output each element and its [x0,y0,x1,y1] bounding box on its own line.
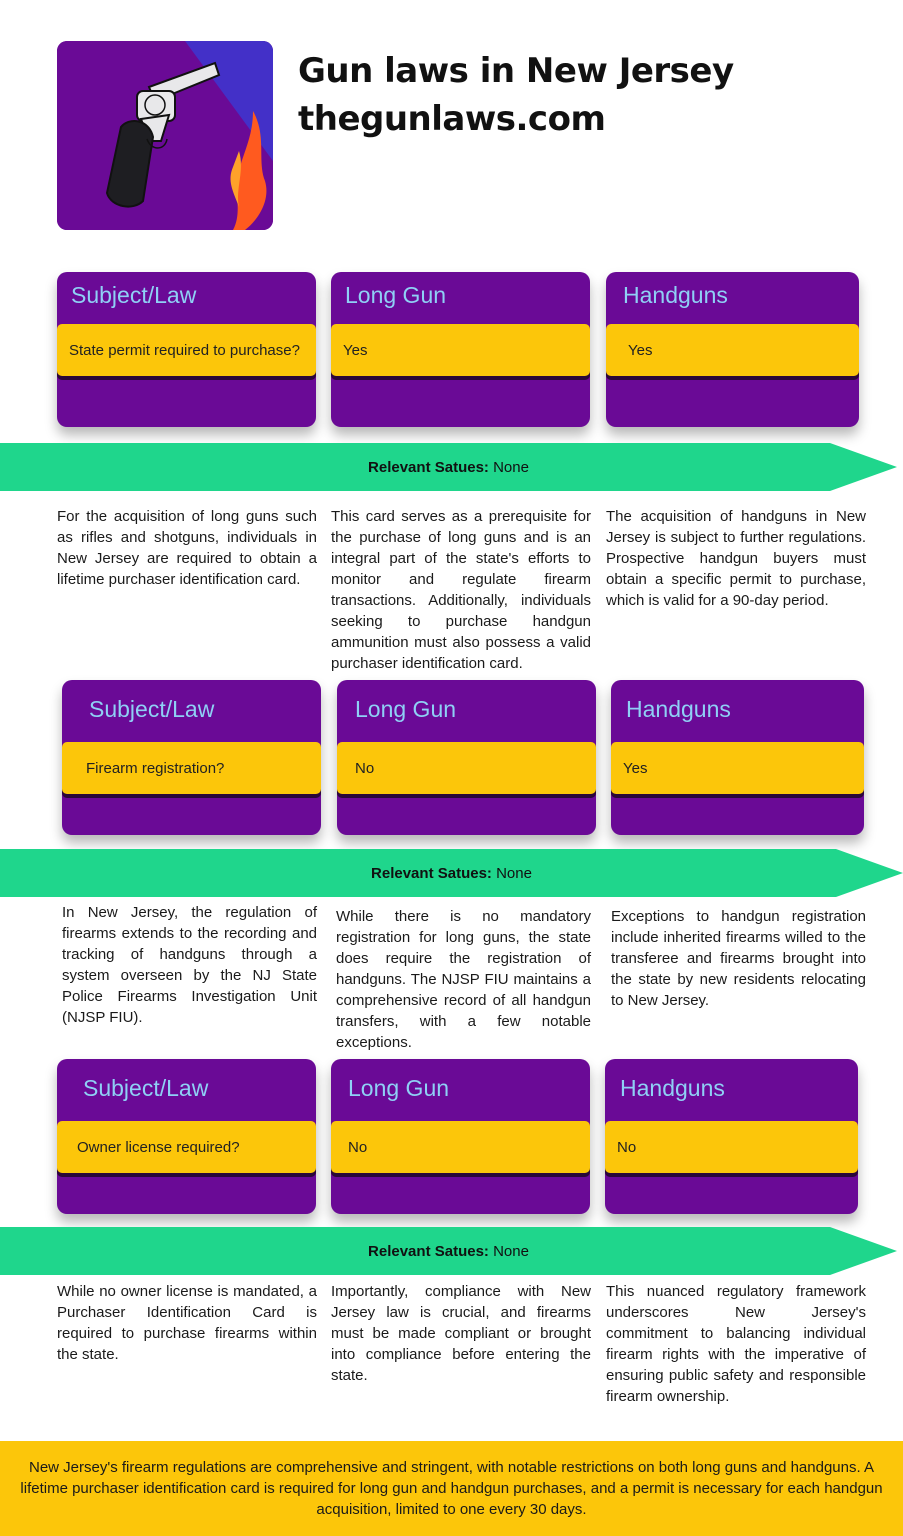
banner-value: None [493,458,529,476]
card-value: Firearm registration? [62,742,321,794]
card-long-gun [331,272,590,427]
paragraph: For the acquisition of long guns such as rifles and shotguns, individuals in New Jersey are required to obtain a lifetime purchaser identification card. [57,508,317,588]
card-handguns [611,680,864,835]
paragraph: This card serves as a prerequisite for the purchase of long guns and is an integral part of the state's efforts to monitor and regulate firearm transactions. Additionally, individuals seeking to purchase handgun ammunition must also possess a valid purchaser identification card. [331,508,591,672]
page-title: Gun laws in New Jersey [298,51,734,91]
card-heading: Long Gun [348,1075,450,1101]
card-subject-law [62,680,321,835]
card-long-gun [331,1059,590,1214]
card-handguns [605,1059,858,1214]
banner-value: None [496,864,532,882]
card-value: No [605,1121,858,1173]
paragraph: Importantly, compliance with New Jersey law is crucial, and firearms must be made compliant or brought into compliance before entering the state. [331,1283,591,1384]
paragraph: This nuanced regulatory framework underscores New Jersey's commitment to balancing individual firearm rights with the imperative of ensuring public safety and responsible firearm ownership. [606,1283,866,1405]
paragraph: Exceptions to handgun registration include inherited firearms willed to the transferee and firearms brought into the state by new residents relocating to New Jersey. [611,908,866,1009]
card-heading: Handguns [623,282,728,308]
card-value: No [337,742,596,794]
relevant-statutes-banner [0,849,903,897]
banner-label: Relevant Satues: [368,458,489,476]
banner-label: Relevant Satues: [368,1242,489,1260]
card-subject-law [57,1059,316,1214]
banner-value: None [493,1242,529,1260]
card-heading: Subject/Law [71,282,197,308]
revolver-illustration [57,41,273,230]
card-heading: Subject/Law [83,1075,209,1101]
card-handguns [606,272,859,427]
card-value: Owner license required? [57,1121,316,1173]
banner-label: Relevant Satues: [371,864,492,882]
card-value: No [331,1121,590,1173]
card-value: State permit required to purchase? [57,324,316,376]
site-name: thegunlaws.com [298,99,606,139]
paragraph: While no owner license is mandated, a Purchaser Identification Card is required to purchase firearms within the state. [57,1283,317,1363]
card-value: Yes [331,324,590,376]
card-heading: Long Gun [355,696,457,722]
card-heading: Handguns [620,1075,725,1101]
card-value: Yes [606,324,859,376]
paragraph: While there is no mandatory registration for long guns, the state does require the registration of handguns. The NJSP FIU maintains a comprehensive record of all handgun transfers, with a few notable exceptions. [336,908,591,1051]
card-long-gun [337,680,596,835]
relevant-statutes-banner [0,1227,897,1275]
paragraph: The acquisition of handguns in New Jersey is subject to further regulations. Prospective handgun buyers must obtain a specific permit to purchase, which is valid for a 90-day period. [606,508,866,609]
summary-text: New Jersey's firearm regulations are comprehensive and stringent, with notable restrictions on both long guns and handguns. A lifetime purchaser identification card is required for long gun and handgun purchases, and a permit is necessary for each handgun acquisition, limited to one every 30 days. [20,1459,883,1518]
paragraph: In New Jersey, the regulation of firearms extends to the recording and tracking of handguns through a system overseen by the NJ State Police Firearms Investigation Unit (NJSP FIU). [62,904,317,1026]
card-heading: Subject/Law [89,696,215,722]
relevant-statutes-banner [0,443,897,491]
summary-footer [0,1441,903,1536]
card-heading: Long Gun [345,282,447,308]
card-value: Yes [611,742,864,794]
card-heading: Handguns [626,696,731,722]
card-subject-law [57,272,316,427]
